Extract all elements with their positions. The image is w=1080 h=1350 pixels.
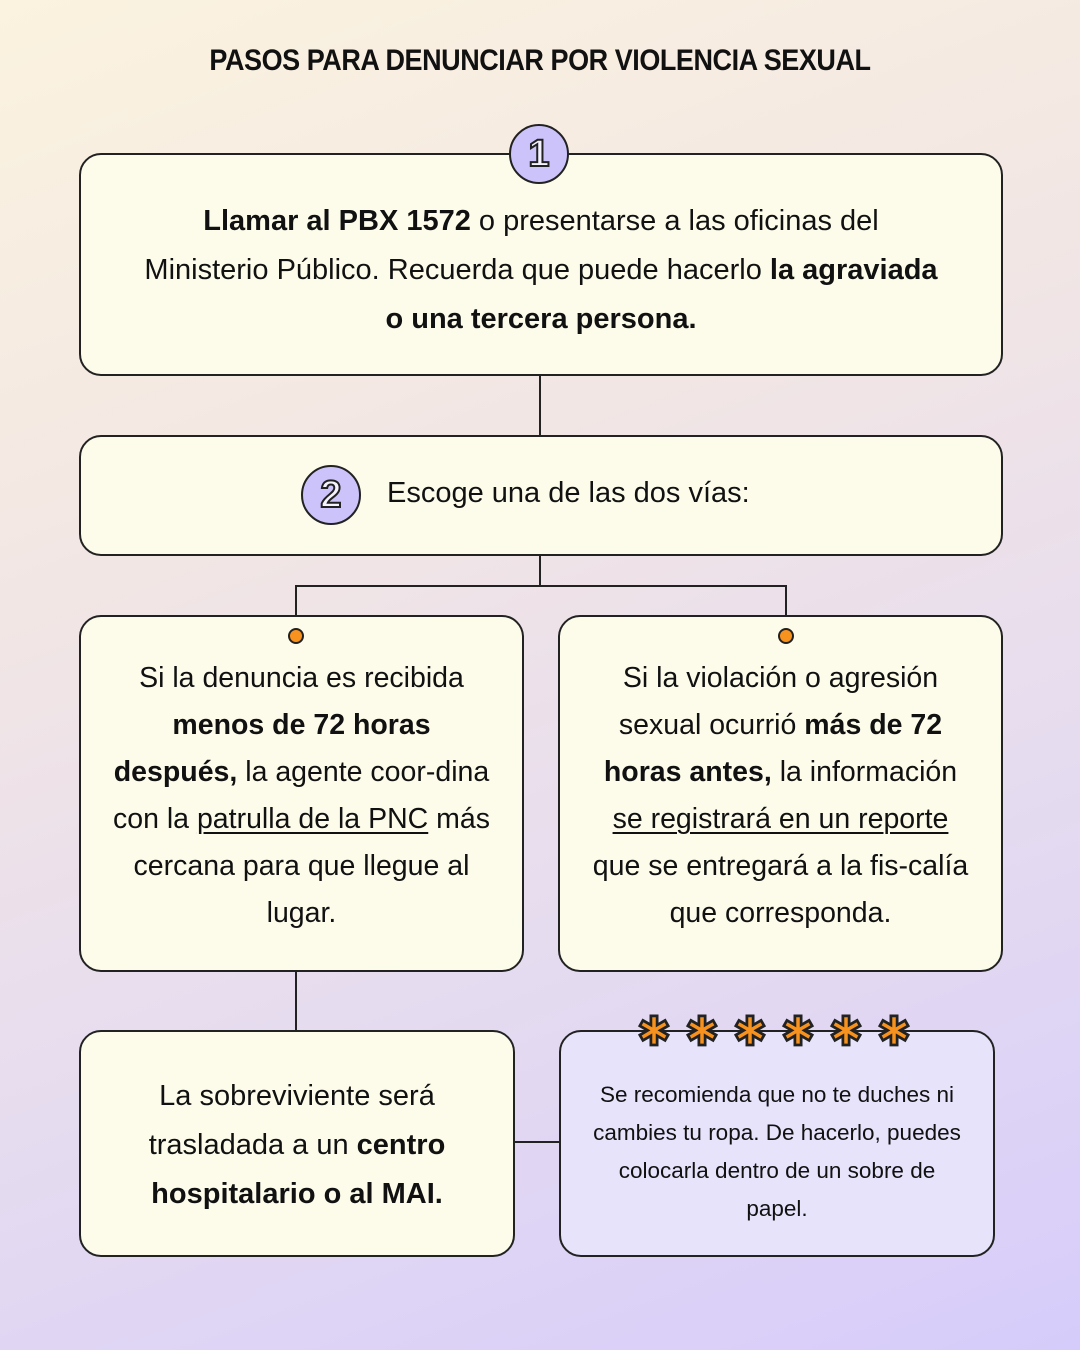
asterisk-icon: ✱ — [877, 1010, 911, 1054]
asterisk-icon: ✱ — [733, 1010, 767, 1054]
asterisk-icon: ✱ — [781, 1010, 815, 1054]
path-right-dot — [778, 628, 794, 644]
hospital-text — [111, 1072, 483, 1219]
path-less-72h-t1: Si la denuncia es recibida — [139, 662, 464, 694]
path-less-72h-t2: la agente coor-dina con la — [112, 756, 490, 835]
step-2-box — [79, 435, 1003, 556]
step-1-body: o presentarse a las oficinas del Ministerio Público. Recuerda que puede hacerlo — [144, 205, 879, 286]
step-1-bold-who: la agraviada o una tercera persona. — [385, 254, 938, 335]
hospital-bold: centro hospitalario o al MAI. — [151, 1129, 446, 1210]
asterisk-icon: ✱ — [637, 1010, 671, 1054]
path-more-72h-t3: que se entregará a la fis-calía que corresponda. — [592, 850, 969, 929]
asterisk-icon: ✱ — [829, 1010, 863, 1054]
note-stars — [634, 1010, 914, 1054]
step-1-badge: 1 — [509, 124, 569, 184]
step-2-badge: 2 — [301, 465, 361, 525]
path-more-72h-underline: se registrará en un reporte — [612, 803, 949, 835]
hospital-box — [79, 1030, 515, 1257]
path-less-72h-underline: patrulla de la PNC — [196, 803, 429, 835]
connector-2-split — [539, 556, 541, 586]
path-less-72h-text — [111, 655, 492, 937]
path-more-72h-bold: más de 72 horas antes, — [603, 709, 943, 788]
path-more-72h-t1: Si la violación o agresión sexual ocurrió — [618, 662, 939, 741]
page-title: PASOS PARA DENUNCIAR POR VIOLENCIA SEXUAL — [209, 44, 871, 77]
asterisk-icon: ✱ — [685, 1010, 719, 1054]
path-more-72h-text — [590, 655, 971, 937]
recommendation-note-box — [559, 1030, 995, 1257]
path-less-72h-t3: más cercana para que llegue al lugar. — [133, 803, 491, 929]
hospital-t1: La sobreviviente será trasladada a un — [148, 1080, 435, 1161]
step-1-text — [141, 197, 941, 344]
connector-1-2 — [539, 376, 541, 435]
path-less-72h-bold: menos de 72 horas después, — [113, 709, 431, 788]
connector-hospital-note — [515, 1141, 559, 1143]
path-left-dot — [288, 628, 304, 644]
step-1-bold-phone: Llamar al PBX 1572 — [203, 205, 471, 237]
connector-split-horizontal — [295, 585, 787, 587]
step-1-box — [79, 153, 1003, 376]
recommendation-note-text: Se recomienda que no te duches ni cambies tu ropa. De hacerlo, puedes colocarla dentro de un sobre de papel. — [593, 1082, 961, 1221]
connector-left-hospital — [295, 972, 297, 1030]
step-2-text: Escoge una de las dos vías: — [387, 477, 750, 509]
path-more-72h-box — [558, 615, 1003, 972]
path-less-72h-box — [79, 615, 524, 972]
path-more-72h-t2: la información — [771, 756, 958, 788]
